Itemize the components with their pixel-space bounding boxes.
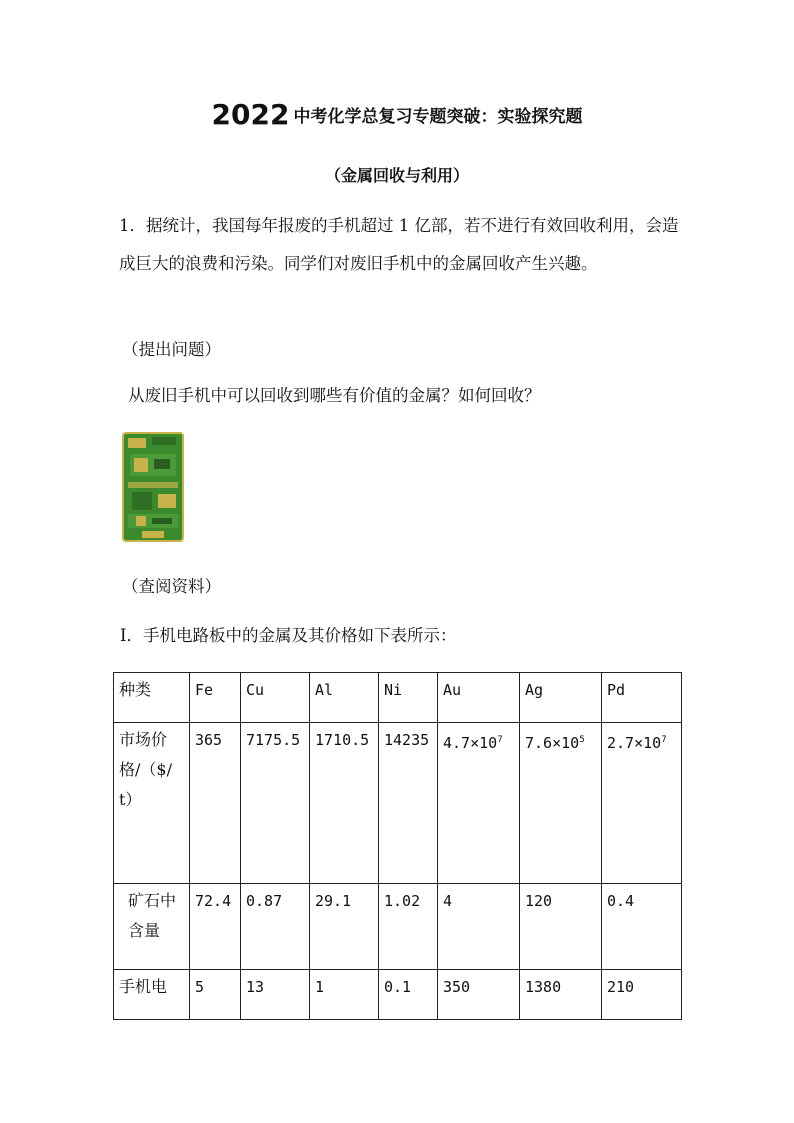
header-cell: Fe bbox=[190, 673, 241, 723]
phone-cell: 210 bbox=[602, 969, 682, 1019]
price-cell-ni: 14235 bbox=[379, 723, 438, 883]
price-exponent: 5 bbox=[579, 735, 585, 746]
table-row-ore bbox=[114, 883, 682, 969]
row-label-price: 市场价格/（$/t） bbox=[114, 723, 190, 883]
section-research-heading: （查阅资料） bbox=[122, 577, 221, 596]
title-text: 中考化学总复习专题突破：实验探究题 bbox=[293, 107, 583, 127]
phone-cell: 1 bbox=[310, 969, 379, 1019]
price-base: 2.7×10 bbox=[607, 734, 662, 753]
header-cell: Cu bbox=[241, 673, 310, 723]
ore-cell: 29.1 bbox=[310, 883, 379, 969]
price-cell-ag bbox=[520, 723, 602, 883]
header-cell: 种类 bbox=[114, 673, 190, 723]
header-cell: Pd bbox=[602, 673, 682, 723]
metal-price-table bbox=[113, 672, 682, 1020]
price-cell-pd bbox=[602, 723, 682, 883]
question-text: 从废旧手机中可以回收到哪些有价值的金属？如何回收？ bbox=[128, 386, 541, 405]
ore-cell: 72.4 bbox=[190, 883, 241, 969]
phone-cell: 1380 bbox=[520, 969, 602, 1019]
table-row-phone bbox=[114, 969, 682, 1019]
phone-cell: 0.1 bbox=[379, 969, 438, 1019]
price-cell-cu: 7175.5 bbox=[241, 723, 310, 883]
header-cell: Au bbox=[438, 673, 520, 723]
price-base: 4.7×10 bbox=[443, 734, 498, 753]
table-row-price bbox=[114, 723, 682, 883]
ore-cell: 0.87 bbox=[241, 883, 310, 969]
table-caption: Ⅰ．手机电路板中的金属及其价格如下表所示： bbox=[120, 626, 457, 645]
ore-cell: 4 bbox=[438, 883, 520, 969]
table-header-row bbox=[114, 673, 682, 723]
row-label-phone: 手机电 bbox=[114, 969, 190, 1019]
price-cell-au bbox=[438, 723, 520, 883]
price-cell-fe: 365 bbox=[190, 723, 241, 883]
document-title bbox=[0, 98, 794, 131]
document-subtitle: （金属回收与利用） bbox=[324, 166, 469, 185]
header-cell: Ni bbox=[379, 673, 438, 723]
header-cell: Ag bbox=[520, 673, 602, 723]
phone-cell: 350 bbox=[438, 969, 520, 1019]
ore-cell: 0.4 bbox=[602, 883, 682, 969]
price-cell-al: 1710.5 bbox=[310, 723, 379, 883]
ore-cell: 120 bbox=[520, 883, 602, 969]
title-year: 2022 bbox=[211, 98, 290, 131]
phone-cell: 5 bbox=[190, 969, 241, 1019]
circuit-board-image bbox=[122, 432, 184, 542]
header-cell: Al bbox=[310, 673, 379, 723]
phone-cell: 13 bbox=[241, 969, 310, 1019]
ore-cell: 1.02 bbox=[379, 883, 438, 969]
row-label-ore: 矿石中含量 bbox=[114, 883, 190, 969]
price-base: 7.6×10 bbox=[525, 734, 580, 753]
section-question-heading: （提出问题） bbox=[122, 340, 221, 359]
price-exponent: 7 bbox=[497, 735, 503, 746]
price-exponent: 7 bbox=[661, 735, 667, 746]
intro-paragraph: 1．据统计，我国每年报废的手机超过 1 亿部，若不进行有效回收利用，会造成巨大的浪费和污染。同学们对废旧手机中的金属回收产生兴趣。 bbox=[119, 216, 679, 273]
